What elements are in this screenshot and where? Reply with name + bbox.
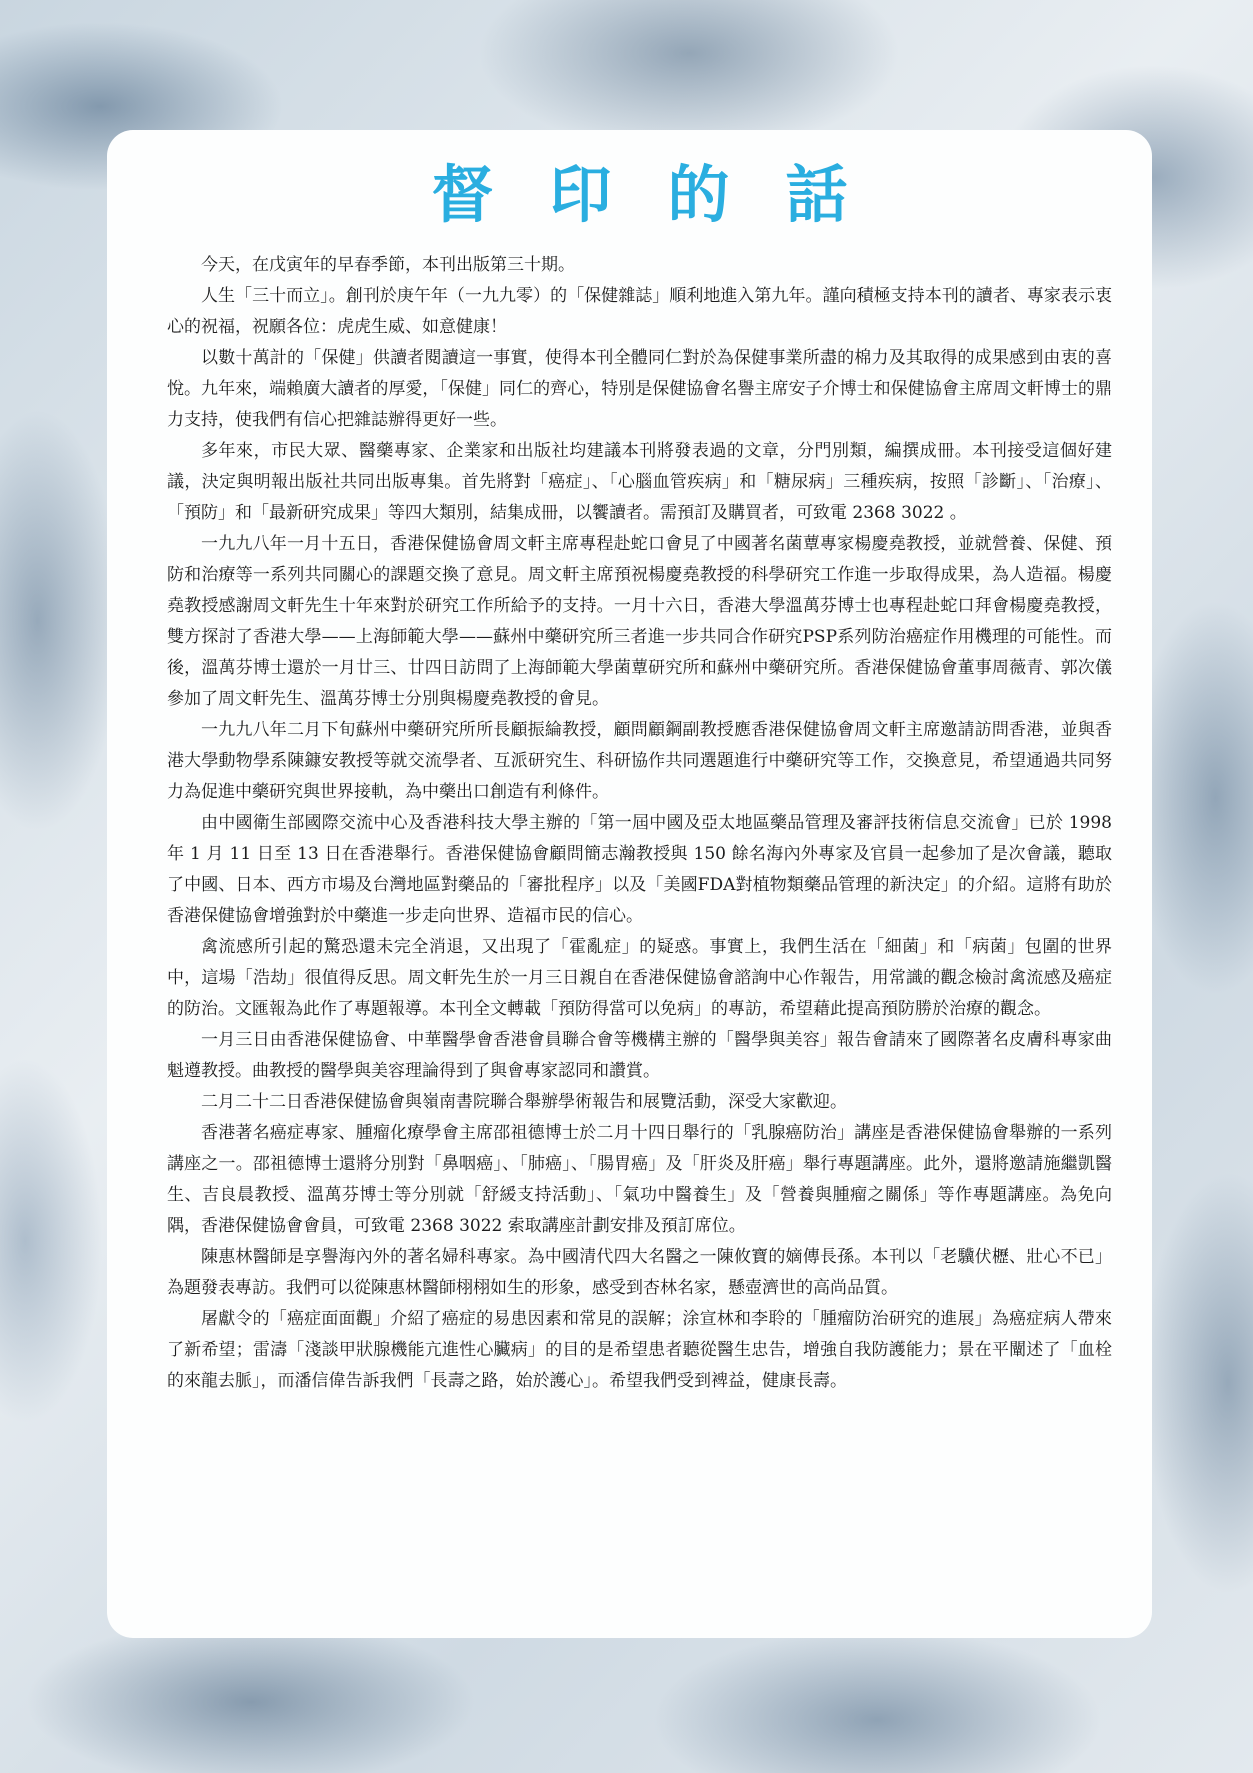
paragraph: 屠獻令的「癌症面面觀」介紹了癌症的易患因素和常見的誤解；涂宣林和李聆的「腫瘤防治研究的進展」為癌症病人帶來了新希望；雷濤「淺談甲狀腺機能亢進性心臟病」的目的是希望患者聽從醫生忠告，增強自我防護能力；景在平闡述了「血栓的來龍去脈」，而潘信偉告訴我們「長壽之路，始於護心」。希望我們受到裨益，健康長壽。 — [167, 1309, 1112, 1391]
paragraph: 禽流感所引起的驚恐還未完全消退，又出現了「霍亂症」的疑惑。事實上，我們生活在「細菌」和「病菌」包圍的世界中，這場「浩劫」很值得反思。周文軒先生於一月三日親自在香港保健協會諮詢中心作報告，用常識的觀念檢討禽流感及癌症的防治。文匯報為此作了專題報導。本刊全文轉載「預防得當可以免病」的專訪，希望藉此提高預防勝於治療的觀念。 — [167, 937, 1112, 1019]
paragraph: 一月三日由香港保健協會、中華醫學會香港會員聯合會等機構主辦的「醫學與美容」報告會請來了國際著名皮膚科專家曲魁遵教授。曲教授的醫學與美容理論得到了與會專家認同和讚賞。 — [167, 1030, 1112, 1081]
paragraph: 以數十萬計的「保健」供讀者閱讀這一事實，使得本刊全體同仁對於為保健事業所盡的棉力及其取得的成果感到由衷的喜悅。九年來，端賴廣大讀者的厚愛，「保健」同仁的齊心，特別是保健協會名譽主席安子介博士和保健協會主席周文軒博士的鼎力支持，使我們有信心把雜誌辦得更好一些。 — [167, 348, 1112, 430]
paragraph: 今天，在戊寅年的早春季節，本刊出版第三十期。 — [201, 255, 575, 275]
page-title: 督印的話 — [431, 158, 904, 231]
article-body — [167, 250, 1112, 1397]
paragraph: 香港著名癌症專家、腫瘤化療學會主席邵祖德博士於二月十四日舉行的「乳腺癌防治」講座是香港保健協會舉辦的一系列講座之一。邵祖德博士還將分別對「鼻咽癌」、「肺癌」、「腸胃癌」及「肝炎及肝癌」舉行專題講座。此外，還將邀請施繼凱醫生、吉良晨教授、溫萬芬博士等分別就「舒緩支持活動」、「氣功中醫養生」及「營養與腫瘤之關係」等作專題講座。為免向隅，香港保健協會會員，可致電 2368 3022 索取講座計劃安排及預訂席位。 — [167, 1123, 1112, 1236]
content-panel — [107, 130, 1152, 1638]
paragraph: 一九九八年一月十五日，香港保健協會周文軒主席專程赴蛇口會見了中國著名菌蕈專家楊慶堯教授，並就營養、保健、預防和治療等一系列共同關心的課題交換了意見。周文軒主席預祝楊慶堯教授的科學研究工作進一步取得成果，為人造福。楊慶堯教授感謝周文軒先生十年來對於研究工作所給予的支持。一月十六日，香港大學溫萬芬博士也專程赴蛇口拜會楊慶堯教授，雙方探討了香港大學——上海師範大學——蘇州中藥研究所三者進一步共同合作研究PSP系列防治癌症作用機理的可能性。而後，溫萬芬博士還於一月廿三、廿四日訪問了上海師範大學菌蕈研究所和蘇州中藥研究所。香港保健協會董事周薇青、郭次儀參加了周文軒先生、溫萬芬博士分別與楊慶堯教授的會見。 — [167, 534, 1112, 709]
paragraph: 人生「三十而立」。創刊於庚午年（一九九零）的「保健雜誌」順利地進入第九年。謹向積極支持本刊的讀者、專家表示衷心的祝福，祝願各位：虎虎生威、如意健康！ — [167, 286, 1112, 337]
paragraph: 多年來，市民大眾、醫藥專家、企業家和出版社均建議本刊將發表過的文章，分門別類，編撰成冊。本刊接受這個好建議，決定與明報出版社共同出版專集。首先將對「癌症」、「心腦血管疾病」和「糖尿病」三種疾病，按照「診斷」、「治療」、「預防」和「最新研究成果」等四大類別，結集成冊，以饗讀者。需預訂及購買者，可致電 2368 3022 。 — [167, 441, 1112, 523]
paragraph: 陳惠林醫師是享譽海內外的著名婦科專家。為中國清代四大名醫之一陳攸寶的嫡傳長孫。本刊以「老驥伏櫪、壯心不已」為題發表專訪。我們可以從陳惠林醫師栩栩如生的形象，感受到杏林名家，懸壺濟世的高尚品質。 — [167, 1247, 1112, 1298]
paragraph: 由中國衛生部國際交流中心及香港科技大學主辦的「第一屆中國及亞太地區藥品管理及審評技術信息交流會」已於 1998 年 1 月 11 日至 13 日在香港舉行。香港保健協會顧問簡志瀚教授與 150 餘名海內外專家及官員一起參加了是次會議，聽取了中國、日本、西方市場及台灣地區對藥品的「審批程序」以及「美國FDA對植物類藥品管理的新決定」的介紹。這將有助於香港保健協會增強對於中藥進一步走向世界、造福市民的信心。 — [167, 813, 1112, 926]
paragraph: 二月二十二日香港保健協會與嶺南書院聯合舉辦學術報告和展覽活動，深受大家歡迎。 — [201, 1092, 847, 1112]
paragraph: 一九九八年二月下旬蘇州中藥研究所所長顧振綸教授，顧問顧鋼副教授應香港保健協會周文軒主席邀請訪問香港，並與香港大學動物學系陳鏮安教授等就交流學者、互派研究生、科研協作共同選題進行中藥研究等工作，交換意見，希望通過共同努力為促進中藥研究與世界接軌，為中藥出口創造有利條件。 — [167, 720, 1112, 802]
